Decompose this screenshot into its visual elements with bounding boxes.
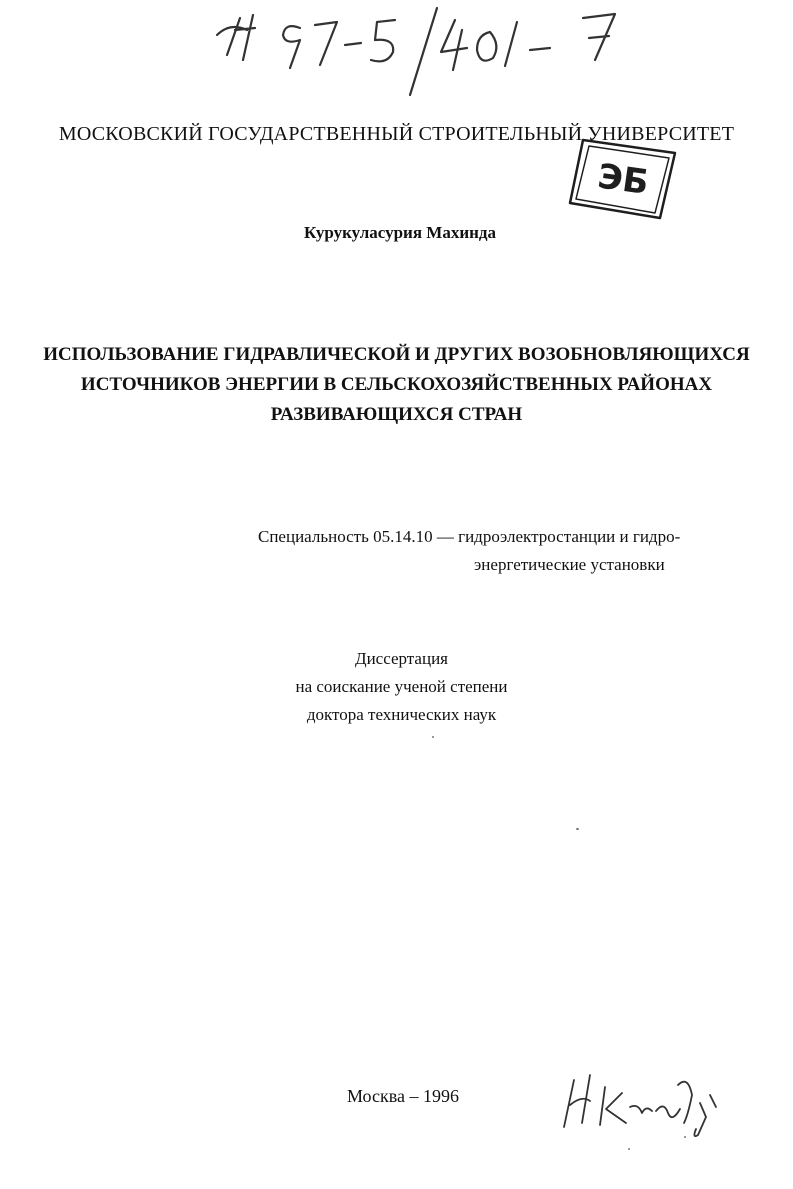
scan-speck (576, 828, 579, 830)
stamp-text: ЭБ (595, 156, 652, 204)
degree-line: на соискание ученой степени (295, 677, 508, 696)
degree-line: доктора технических наук (306, 705, 497, 724)
scan-speck (684, 1136, 686, 1138)
dissertation-title (0, 340, 793, 430)
specialty-line-2: энергетические установки (474, 555, 665, 574)
title-line: ИСПОЛЬЗОВАНИЕ ГИДРАВЛИЧЕСКОЙ И ДРУГИХ ВОЗОБНОВЛЯЮЩИХСЯ (43, 344, 750, 365)
degree-line: Диссертация (354, 649, 448, 668)
author-name: Курукуласурия Махинда (303, 223, 497, 242)
specialty-line-1: Специальность 05.14.10 — гидроэлектростанции и гидро- (258, 527, 681, 546)
handwritten-reference-number (205, 0, 645, 110)
university-name: МОСКОВСКИЙ ГОСУДАРСТВЕННЫЙ СТРОИТЕЛЬНЫЙ УНИВЕРСИТЕТ (58, 123, 735, 145)
city-and-year: Москва – 1996 (347, 1086, 459, 1106)
handwritten-signature (560, 1065, 725, 1145)
library-stamp (565, 118, 690, 228)
scan-speck (628, 1148, 630, 1150)
degree-statement (0, 645, 793, 729)
scan-speck (432, 736, 434, 738)
title-line: ИСТОЧНИКОВ ЭНЕРГИИ В СЕЛЬСКОХОЗЯЙСТВЕННЫХ РАЙОНАХ (80, 374, 713, 395)
title-line: РАЗВИВАЮЩИХСЯ СТРАН (270, 404, 523, 425)
